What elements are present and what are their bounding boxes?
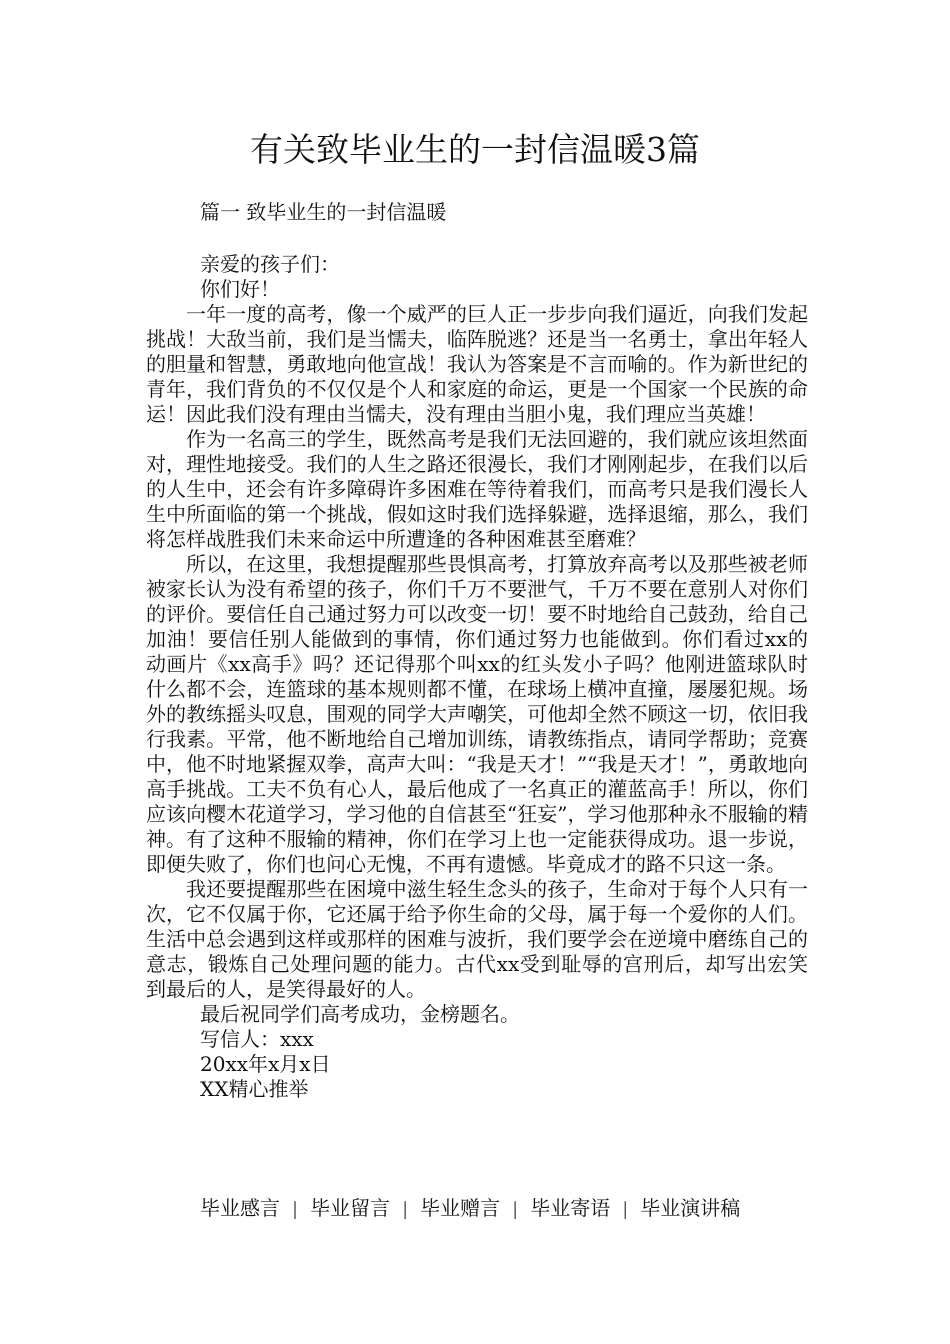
- salutation: 亲爱的孩子们：: [200, 252, 340, 276]
- link-graduation-gifts[interactable]: 毕业赠言: [420, 1196, 501, 1220]
- paragraph: 所以，在这里，我想提醒那些畏惧高考，打算放弃高考以及那些被老师被家长认为没有希望的孩子，你们千万不要泄气，千万不要在意别人对你们的评价。要信任自己通过努力可以改变一切！要不时地给自己鼓劲，给自己加油！要信任别人能做到的事情，你们通过努力也能做到。你们看过xx的动画片《xx高手》吗？还记得那个叫xx的红头发小子吗？他刚进篮球队时什么都不会，连篮球的基本规则都不懂，在球场上横冲直撞，屡屡犯规。场外的教练摇头叹息，围观的同学大声嘲笑，可他却全然不顾这一切，依旧我行我素。平常，他不断地给自己增加训练，请教练指点，请同学帮助；竞赛中，他不时地紧握双拳，高声大叫：“我是天才！”“我是天才！”，勇敢地向高手挑战。工夫不负有心人，最后他成了一名真正的灌蓝高手！所以，你们应该向樱木花道学习，学习他的自信甚至“狂妄”，学习他那种永不服输的精神。有了这种不服输的精神，你们在学习上也一定能获得成功。退一步说，即便失败了，你们也问心无愧，不再有遗憾。毕竟成才的路不只这一条。: [146, 552, 808, 876]
- link-separator: |: [622, 1199, 629, 1220]
- paragraph: 作为一名高三的学生，既然高考是我们无法回避的，我们就应该坦然面对，理性地接受。我们的人生之路还很漫长，我们才刚刚起步，在我们以后的人生中，还会有许多障碍许多困难在等待着我们，而高考只是我们漫长人生中所面临的第一个挑战，假如这时我们选择躲避，选择退缩，那么，我们将怎样战胜我们未来命运中所遭逢的各种困难甚至磨难？: [146, 427, 808, 551]
- link-separator: |: [292, 1199, 299, 1220]
- section-heading: 篇一 致毕业生的一封信温暖: [200, 200, 447, 224]
- link-separator: |: [512, 1199, 519, 1220]
- letter-date: 20xx年x月x日: [200, 1052, 331, 1076]
- link-graduation-remarks[interactable]: 毕业感言: [200, 1196, 280, 1220]
- paragraph: 一年一度的高考，像一个威严的巨人正一步步向我们逼近，向我们发起挑战！大敌当前，我们是当懦夫，临阵脱逃？还是当一名勇士，拿出年轻人的胆量和智慧，勇敢地向他宣战！我认为答案是不言而喻的。作为新世纪的青年，我们背负的不仅仅是个人和家庭的命运，更是一个国家一个民族的命运！因此我们没有理由当懦夫，没有理由当胆小鬼，我们理应当英雄！: [146, 302, 808, 426]
- paragraph: 我还要提醒那些在困境中滋生轻生念头的孩子，生命对于每个人只有一次，它不仅属于你，它还属于给予你生命的父母，属于每一个爱你的人们。生活中总会遇到这样或那样的困难与波折，我们要学会在逆境中磨练自己的意志，锻炼自己处理问题的能力。古代xx受到耻辱的宫刑后，却写出宏笑到最后的人，是笑得最好的人。: [146, 877, 808, 1001]
- related-links: [200, 1194, 740, 1224]
- recommend-note: XX精心推举: [200, 1077, 309, 1101]
- link-separator: |: [402, 1199, 409, 1220]
- link-graduation-messages[interactable]: 毕业留言: [310, 1196, 391, 1220]
- closing-line: 最后祝同学们高考成功，金榜题名。: [200, 1002, 520, 1026]
- link-graduation-speech[interactable]: 毕业演讲稿: [640, 1196, 741, 1220]
- signature: 写信人：xxx: [200, 1027, 314, 1051]
- greeting: 你们好！: [200, 277, 280, 301]
- document-title: 有关致毕业生的一封信温暖3篇: [250, 130, 700, 169]
- link-graduation-wishes[interactable]: 毕业寄语: [530, 1196, 611, 1220]
- letter-body: [146, 252, 808, 1102]
